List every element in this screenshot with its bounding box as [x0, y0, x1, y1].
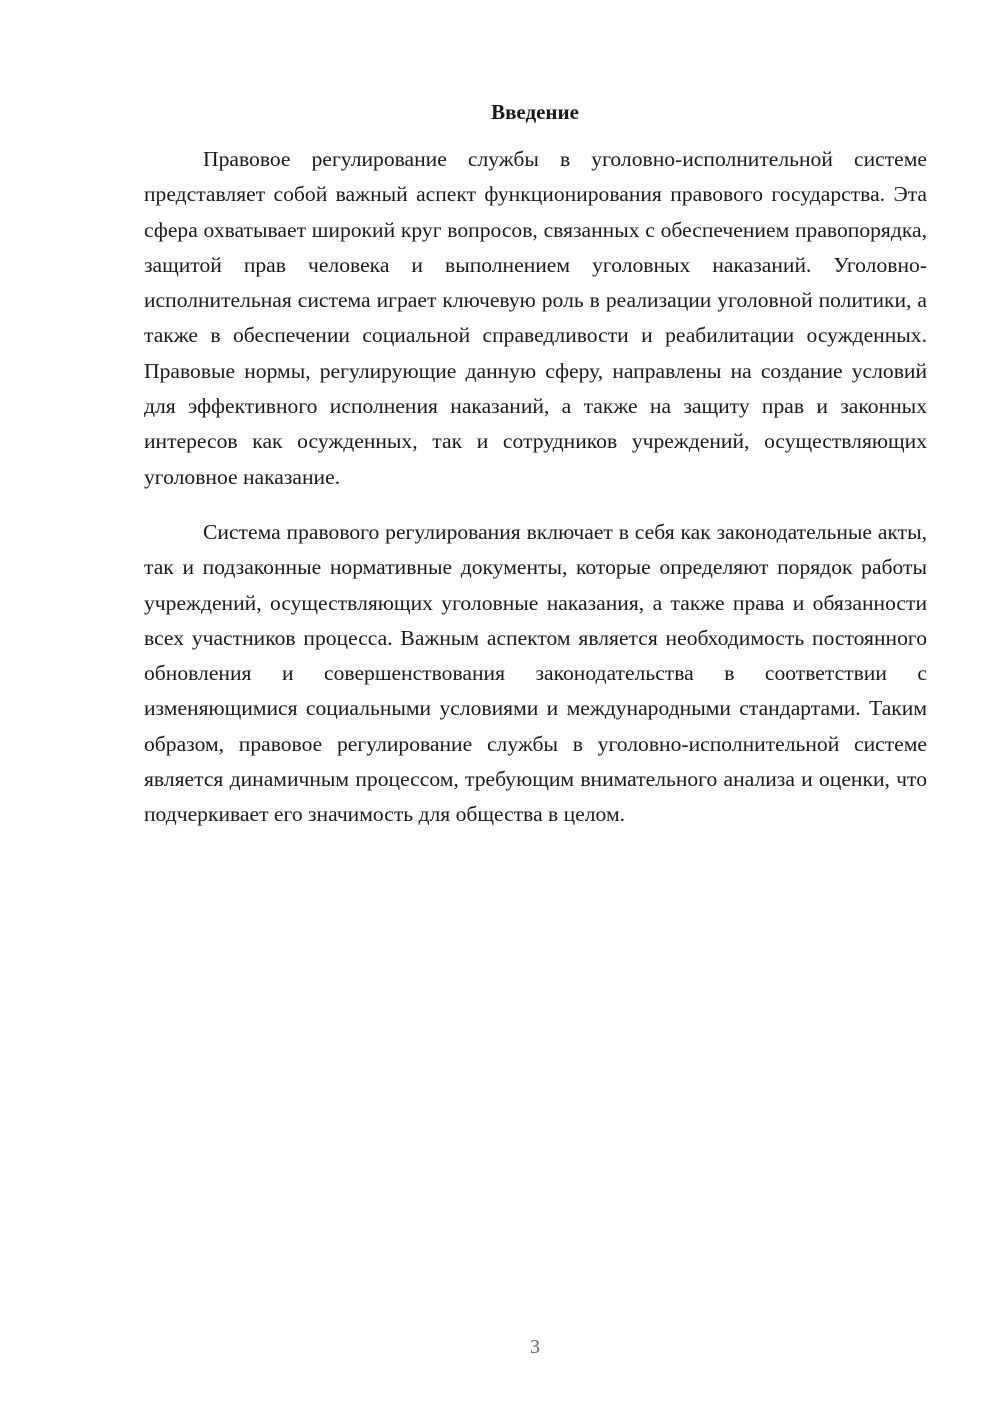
paragraph-1: Правовое регулирование службы в уголовно-исполнительной системе представляет собой важный аспект функционирования правового государства. Эта сфера охватывает широкий круг вопросов, связанных с обеспечением правопорядка, защитой прав человека и выполнением уголовных наказаний. Уголовно-исполнительная система играет ключевую роль в реализации уголовной политики, а также в обеспечении социальной справедливости и реабилитации осужденных. Правовые нормы, регулирующие данную сферу, направлены на создание условий для эффективного исполнения наказаний, а также на защиту прав и законных интересов как осужденных, так и сотрудников учреждений, осуществляющих уголовное наказание.: [144, 147, 927, 489]
section-heading: Введение: [491, 100, 579, 124]
body-text: [144, 142, 927, 833]
page-number: 3: [530, 1336, 540, 1358]
paragraph-2: Система правового регулирования включает в себя как законодательные акты, так и подзаконные нормативные документы, которые определяют порядок работы учреждений, осуществляющих уголовные наказания, а также права и обязанности всех участников процесса. Важным аспектом является необходимость постоянного обновления и совершенствования законодательства в соответствии с изменяющимися социальными условиями и международными стандартами. Таким образом, правовое регулирование службы в уголовно-исполнительной системе является динамичным процессом, требующим внимательного анализа и оценки, что подчеркивает его значимость для общества в целом.: [144, 519, 927, 827]
